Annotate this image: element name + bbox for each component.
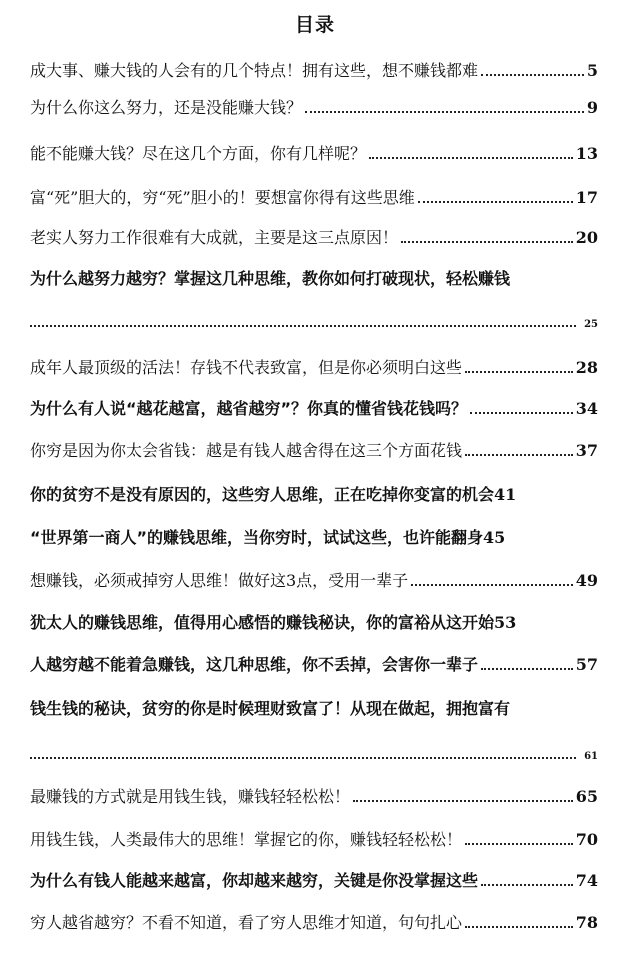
toc-entry-page: 61	[584, 751, 598, 762]
toc-entry-page: 5	[586, 61, 598, 80]
dot-leader	[353, 800, 573, 802]
toc-entry[interactable]	[30, 97, 598, 119]
toc-entry-page: 78	[575, 913, 598, 932]
dot-leader	[305, 111, 584, 113]
toc-entry[interactable]	[30, 527, 598, 549]
toc-entry-page: 20	[575, 228, 598, 247]
dot-leader	[411, 584, 573, 586]
dot-leader	[465, 843, 573, 845]
toc-entry-page: 45	[483, 528, 506, 547]
toc-entry-page: 13	[575, 144, 598, 163]
toc-entry-continuation[interactable]	[30, 316, 598, 330]
toc-entry[interactable]	[30, 440, 598, 462]
toc-entry[interactable]	[30, 60, 598, 82]
toc-entry-page: 25	[584, 319, 598, 330]
toc-title: 目录	[294, 14, 335, 36]
toc-entry-title: 最赚钱的方式就是用钱生钱，赚钱轻轻松松！	[30, 787, 351, 806]
dot-leader	[465, 454, 573, 456]
toc-entry-title: 为什么你这么努力，还是没能赚大钱？	[30, 98, 303, 117]
toc-entry-title: 能不能赚大钱？尽在这几个方面，你有几样呢？	[30, 144, 367, 163]
dot-leader	[401, 241, 573, 243]
toc-entry-page: 41	[494, 485, 517, 504]
toc-entry-title: 为什么有人说“越花越富，越省越穷”？你真的懂省钱花钱吗？	[30, 399, 468, 418]
toc-entry[interactable]	[30, 612, 598, 634]
toc-entry-continuation[interactable]	[30, 748, 598, 762]
toc-entry-page: 37	[575, 441, 598, 460]
toc-entry-title: 富“死”胆大的，穷“死”胆小的！要想富你得有这些思维	[30, 188, 415, 207]
toc-entry[interactable]	[30, 357, 598, 379]
dot-leader	[369, 157, 573, 159]
toc-entry-page: 57	[575, 655, 598, 674]
toc-entry-title: 犹太人的赚钱思维，值得用心感悟的赚钱秘诀，你的富裕从这开始	[30, 613, 495, 632]
dot-leader	[470, 412, 573, 414]
toc-entry-title: 你的贫穷不是没有原因的，这些穷人思维，正在吃掉你变富的机会	[30, 485, 495, 504]
toc-entry-title: 为什么有钱人能越来越富，你却越来越穷，关键是你没掌握这些	[30, 871, 479, 890]
toc-entry-title: 老实人努力工作很难有大成就，主要是这三点原因！	[30, 228, 399, 247]
toc-entry-title: 成年人最顶级的活法！存钱不代表致富，但是你必须明白这些	[30, 358, 463, 377]
toc-entry-page: 34	[575, 399, 598, 418]
toc-entry[interactable]	[30, 484, 598, 506]
toc-entry[interactable]	[30, 912, 598, 934]
toc-entry-page: 53	[494, 613, 517, 632]
toc-entry-page: 70	[575, 830, 598, 849]
toc-entry[interactable]	[30, 570, 598, 592]
toc-entry-page: 28	[575, 358, 598, 377]
dot-leader	[481, 884, 573, 886]
toc-entry-page: 49	[575, 571, 598, 590]
toc-entry[interactable]	[30, 398, 598, 420]
toc-entry[interactable]	[30, 786, 598, 808]
toc-entry-title: 用钱生钱，人类最伟大的思维！掌握它的你，赚钱轻轻松松！	[30, 830, 463, 849]
dot-leader	[481, 668, 573, 670]
toc-entry-title: 想赚钱，必须戒掉穷人思维！做好这3点，受用一辈子	[30, 571, 409, 590]
toc-entry-title: 人越穷越不能着急赚钱，这几种思维，你不丢掉，会害你一辈子	[30, 655, 479, 674]
toc-entry[interactable]	[30, 187, 598, 209]
toc-entry-page: 65	[575, 787, 598, 806]
toc-entry-title: “世界第一商人”的赚钱思维，当你穷时，试试这些，也许能翻身	[30, 528, 484, 547]
toc-entry[interactable]	[30, 654, 598, 676]
dot-leader	[465, 371, 573, 373]
toc-entry-page: 17	[575, 188, 598, 207]
dot-leader	[481, 74, 584, 76]
dot-leader	[30, 325, 576, 327]
toc-entry-title: 你穷是因为你太会省钱：越是有钱人越舍得在这三个方面花钱	[30, 441, 463, 460]
toc-entry-page: 74	[575, 871, 598, 890]
dot-leader	[418, 201, 573, 203]
dot-leader	[465, 926, 573, 928]
toc-entry-title: 穷人越省越穷？不看不知道，看了穷人思维才知道，句句扎心	[30, 913, 463, 932]
toc-entry-title: 成大事、赚大钱的人会有的几个特点！拥有这些，想不赚钱都难	[30, 61, 479, 80]
toc-entry-page: 9	[586, 98, 598, 117]
toc-entry[interactable]	[30, 870, 598, 892]
toc-entry[interactable]	[30, 829, 598, 851]
toc-entry[interactable]	[30, 143, 598, 165]
toc-entry-title[interactable]: 钱生钱的秘诀，贫穷的你是时候理财致富了！从现在做起，拥抱富有	[30, 699, 511, 718]
toc-entry[interactable]	[30, 227, 598, 249]
toc-entry-title[interactable]: 为什么越努力越穷？掌握这几种思维，教你如何打破现状，轻松赚钱	[30, 269, 511, 288]
dot-leader	[30, 757, 576, 759]
